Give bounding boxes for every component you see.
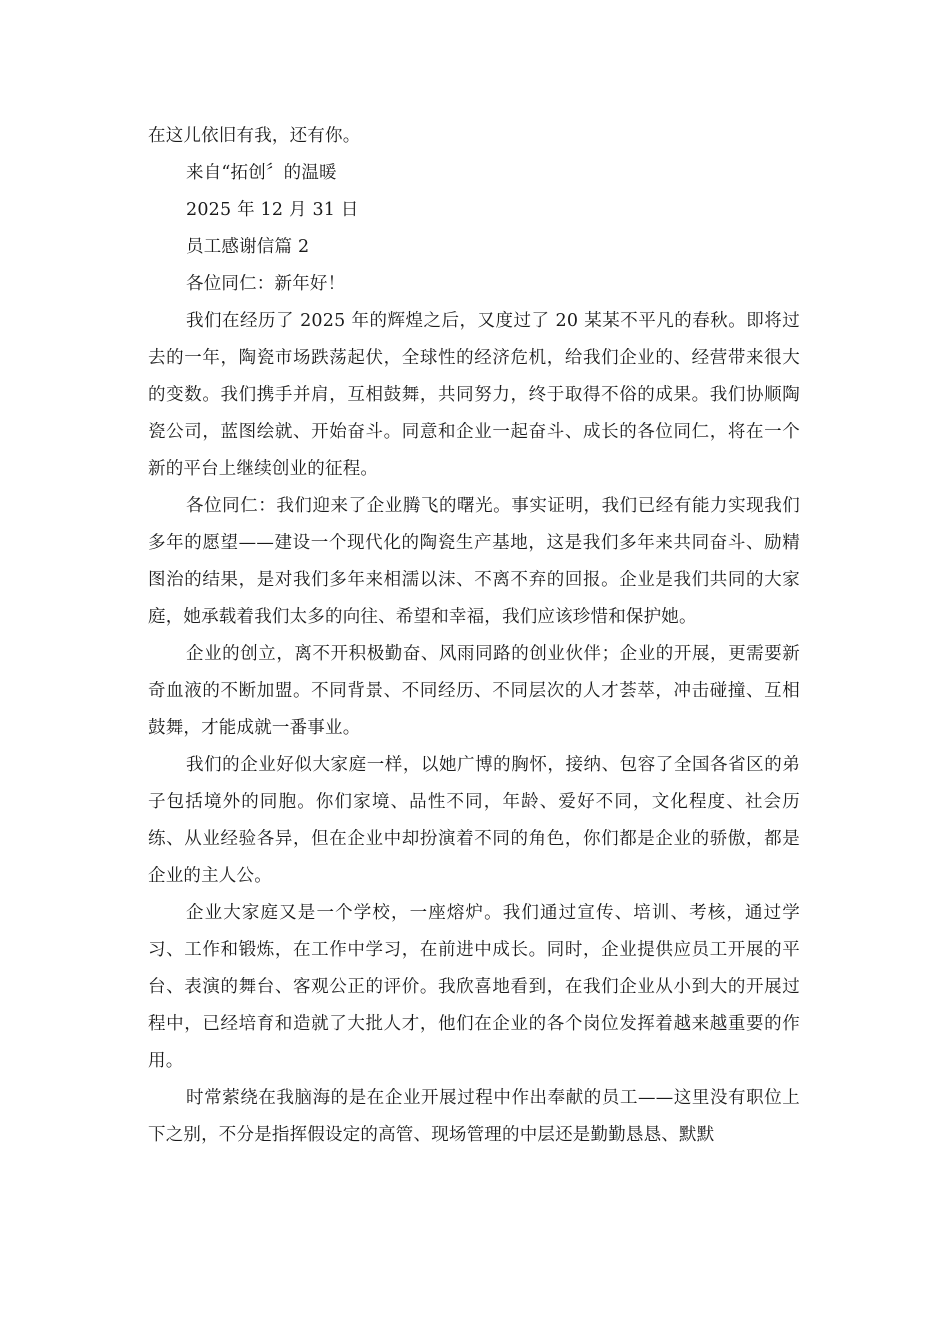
signature-line: 来自“拓创〞的温暖 xyxy=(186,163,337,183)
document-page xyxy=(148,118,800,1154)
body-paragraph: 企业的创立，离不开积极勤奋、风雨同路的创业伙伴；企业的开展，更需要新奇血液的不断加盟。不同背景、不同经历、不同层次的人才荟萃，冲击碰撞、互相鼓舞，才能成就一番事业。 xyxy=(148,644,800,738)
body-paragraph: 企业大家庭又是一个学校，一座熔炉。我们通过宣传、培训、考核，通过学习、工作和锻炼，在工作中学习，在前进中成长。同时，企业提供应员工开展的平台、表演的舞台、客观公正的评价。我欣喜地看到，在我们企业从小到大的开展过程中，已经培育和造就了大批人才，他们在企业的各个岗位发挥着越来越重要的作用。 xyxy=(148,903,800,1071)
closing-line: 在这儿依旧有我，还有你。 xyxy=(148,126,361,146)
body-paragraph: 我们在经历了 2025 年的辉煌之后，又度过了 20 某某不平凡的春秋。即将过去的一年，陶瓷市场跌荡起伏，全球性的经济危机，给我们企业的、经营带来很大的变数。我们携手并肩，互相鼓舞，共同努力，终于取得不俗的成果。我们协顺陶瓷公司，蓝图绘就、开始奋斗。同意和企业一起奋斗、成长的各位同仁，将在一个新的平台上继续创业的征程。 xyxy=(148,311,800,479)
body-paragraph: 我们的企业好似大家庭一样，以她广博的胸怀，接纳、包容了全国各省区的弟子包括境外的同胞。你们家境、品性不同，年龄、爱好不同，文化程度、社会历练、从业经验各异，但在企业中却扮演着不同的角色，你们都是企业的骄傲，都是企业的主人公。 xyxy=(148,755,800,886)
salutation: 各位同仁：新年好！ xyxy=(186,274,346,294)
date-line: 2025 年 12 月 31 日 xyxy=(186,200,359,220)
section-title: 员工感谢信篇 2 xyxy=(186,237,310,257)
body-paragraph: 各位同仁：我们迎来了企业腾飞的曙光。事实证明，我们已经有能力实现我们多年的愿望——建设一个现代化的陶瓷生产基地，这是我们多年来共同奋斗、励精图治的结果，是对我们多年来相濡以沫、不离不弃的回报。企业是我们共同的大家庭，她承载着我们太多的向往、希望和幸福，我们应该珍惜和保护她。 xyxy=(148,496,800,627)
body-paragraph: 时常萦绕在我脑海的是在企业开展过程中作出奉献的员工——这里没有职位上下之别，不分是指挥假设定的高管、现场管理的中层还是勤勤恳恳、默默 xyxy=(148,1088,800,1145)
